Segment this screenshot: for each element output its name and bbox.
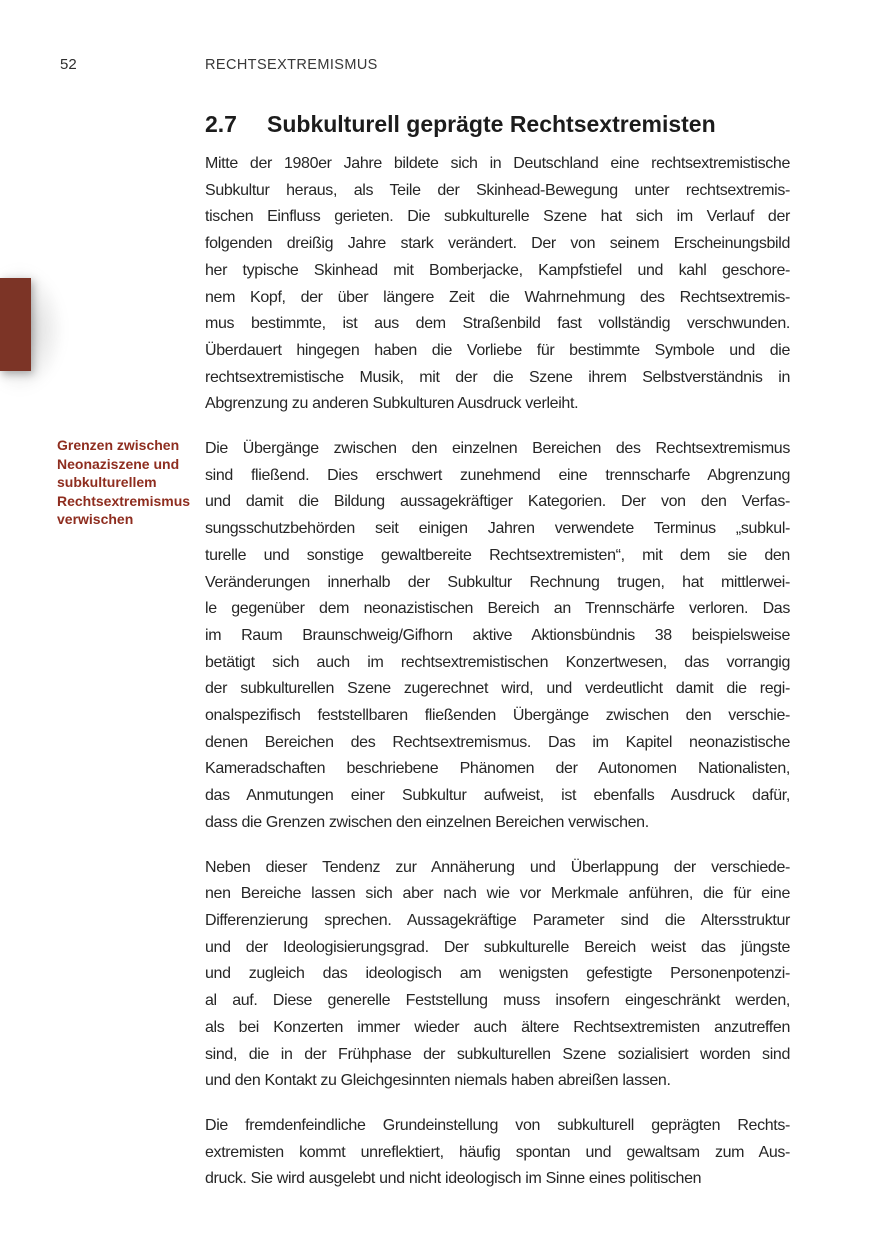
text-line: das Anmutungen einer Subkultur aufweist, ist ebenfalls Ausdruck dafür, [205,787,790,805]
text-line: le gegenüber dem neonazistischen Bereich an Trennschärfe verloren. Das [205,600,790,618]
text-line: Veränderungen innerhalb der Subkultur Rechnung trugen, hat mittlerwei- [205,573,790,591]
text-line: al auf. Diese generelle Feststellung muss insofern eingeschränkt werden, [205,992,790,1010]
text-line: und zugleich das ideologisch am wenigsten gefestigte Personenpotenzi- [205,965,790,983]
text-line: als bei Konzerten immer wieder auch ältere Rechtsextremisten anzutreffen [205,1018,790,1036]
text-line: subkulturellem [57,474,157,490]
text-line: Überdauert hingegen haben die Vorliebe für bestimmte Symbole und die [205,341,790,359]
text-line: Die Übergänge zwischen den einzelnen Bereichen des Rechtsextremismus [205,440,790,458]
paragraph-3 [205,855,790,1095]
paragraph-4 [205,1113,790,1193]
text-line: und den Kontakt zu Gleichgesinnten niemals haben abreißen lassen. [205,1072,671,1090]
paragraph-1 [205,151,790,418]
text-line: Kameradschaften beschriebene Phänomen der Autonomen Nationalisten, [205,760,790,778]
text-line: sind fließend. Dies erschwert zunehmend eine trennscharfe Abgrenzung [205,466,790,484]
text-line: tischen Einfluss gerieten. Die subkulturelle Szene hat sich im Verlauf der [205,208,790,226]
text-line: Differenzierung sprechen. Aussagekräftige Parameter sind die Altersstruktur [205,911,790,929]
text-line: denen Bereichen des Rechtsextremismus. Das im Kapitel neonazistische [205,733,790,751]
text-line: Neonaziszene und [57,455,180,472]
text-line: betätigt sich auch im rechtsextremistischen Konzertwesen, das vorrangig [205,653,790,671]
text-line: Rechtsextremismus [57,492,191,509]
text-line: der subkulturellen Szene zugerechnet wird, und verdeutlicht damit die regi- [205,680,790,698]
chapter-tab-marker [0,278,31,371]
margin-note [57,436,199,529]
text-line: und der Ideologisierungsgrad. Der subkulturelle Bereich weist das jüngste [205,938,790,956]
text-line: Die fremdenfeindliche Grundeinstellung von subkulturell geprägten Rechts- [205,1116,790,1134]
text-line: nen Bereiche lassen sich aber nach wie vor Merkmale anführen, die für eine [205,885,790,903]
text-line: rechtsextremistische Musik, mit der die Szene ihrem Selbstverständnis in [205,368,790,386]
section-heading [205,111,805,138]
text-line: sungsschutzbehörden seit einigen Jahren verwendete Terminus „subkul- [205,520,790,538]
text-line: Abgrenzung zu anderen Subkulturen Ausdruck verleiht. [205,395,579,413]
running-header: RECHTSEXTREMISMUS [205,57,378,73]
text-line: extremisten kommt unreflektiert, häufig spontan und gewaltsam zum Aus- [205,1143,790,1161]
text-line: im Raum Braunschweig/Gifhorn aktive Aktionsbündnis 38 beispielsweise [205,626,790,644]
text-line: druck. Sie wird ausgelebt und nicht ideologisch im Sinne eines politischen [205,1170,702,1188]
body-text [205,151,790,1211]
text-line: mus bestimmte, ist aus dem Straßenbild fast vollständig verschwunden. [205,315,790,333]
text-line: dass die Grenzen zwischen den einzelnen Bereichen verwischen. [205,813,649,831]
text-line: Mitte der 1980er Jahre bildete sich in Deutschland eine rechtsextremistische [205,155,790,172]
text-line: turelle und sonstige gewaltbereite Rechtsextremisten“, mit dem sie den [205,546,790,564]
text-line: Grenzen zwischen [57,437,180,453]
page-number: 52 [60,56,77,73]
section-title: Subkulturell geprägte Rechtsextremisten [267,111,716,137]
text-line: und damit die Bildung aussagekräftiger Kategorien. Der von den Verfas- [205,493,790,511]
text-line: onalspezifisch feststellbaren fließenden Übergänge zwischen den verschie- [205,707,790,725]
text-line: verwischen [57,511,134,527]
text-line: folgenden dreißig Jahre stark verändert. Der von seinem Erscheinungsbild [205,235,790,253]
text-line: Subkultur heraus, als Teile der Skinhead-Bewegung unter rechtsextremis- [205,181,790,199]
text-line: Neben dieser Tendenz zur Annäherung und Überlappung der verschiede- [205,858,790,876]
text-line: nem Kopf, der über längere Zeit die Wahrnehmung des Rechtsextremis- [205,288,790,306]
text-line: her typische Skinhead mit Bomberjacke, Kampfstiefel und kahl geschore- [205,261,790,279]
text-line: sind, die in der Frühphase der subkulturellen Szene sozialisiert worden sind [205,1045,790,1063]
section-number: 2.7 [205,111,237,137]
paragraph-2 [205,436,790,837]
